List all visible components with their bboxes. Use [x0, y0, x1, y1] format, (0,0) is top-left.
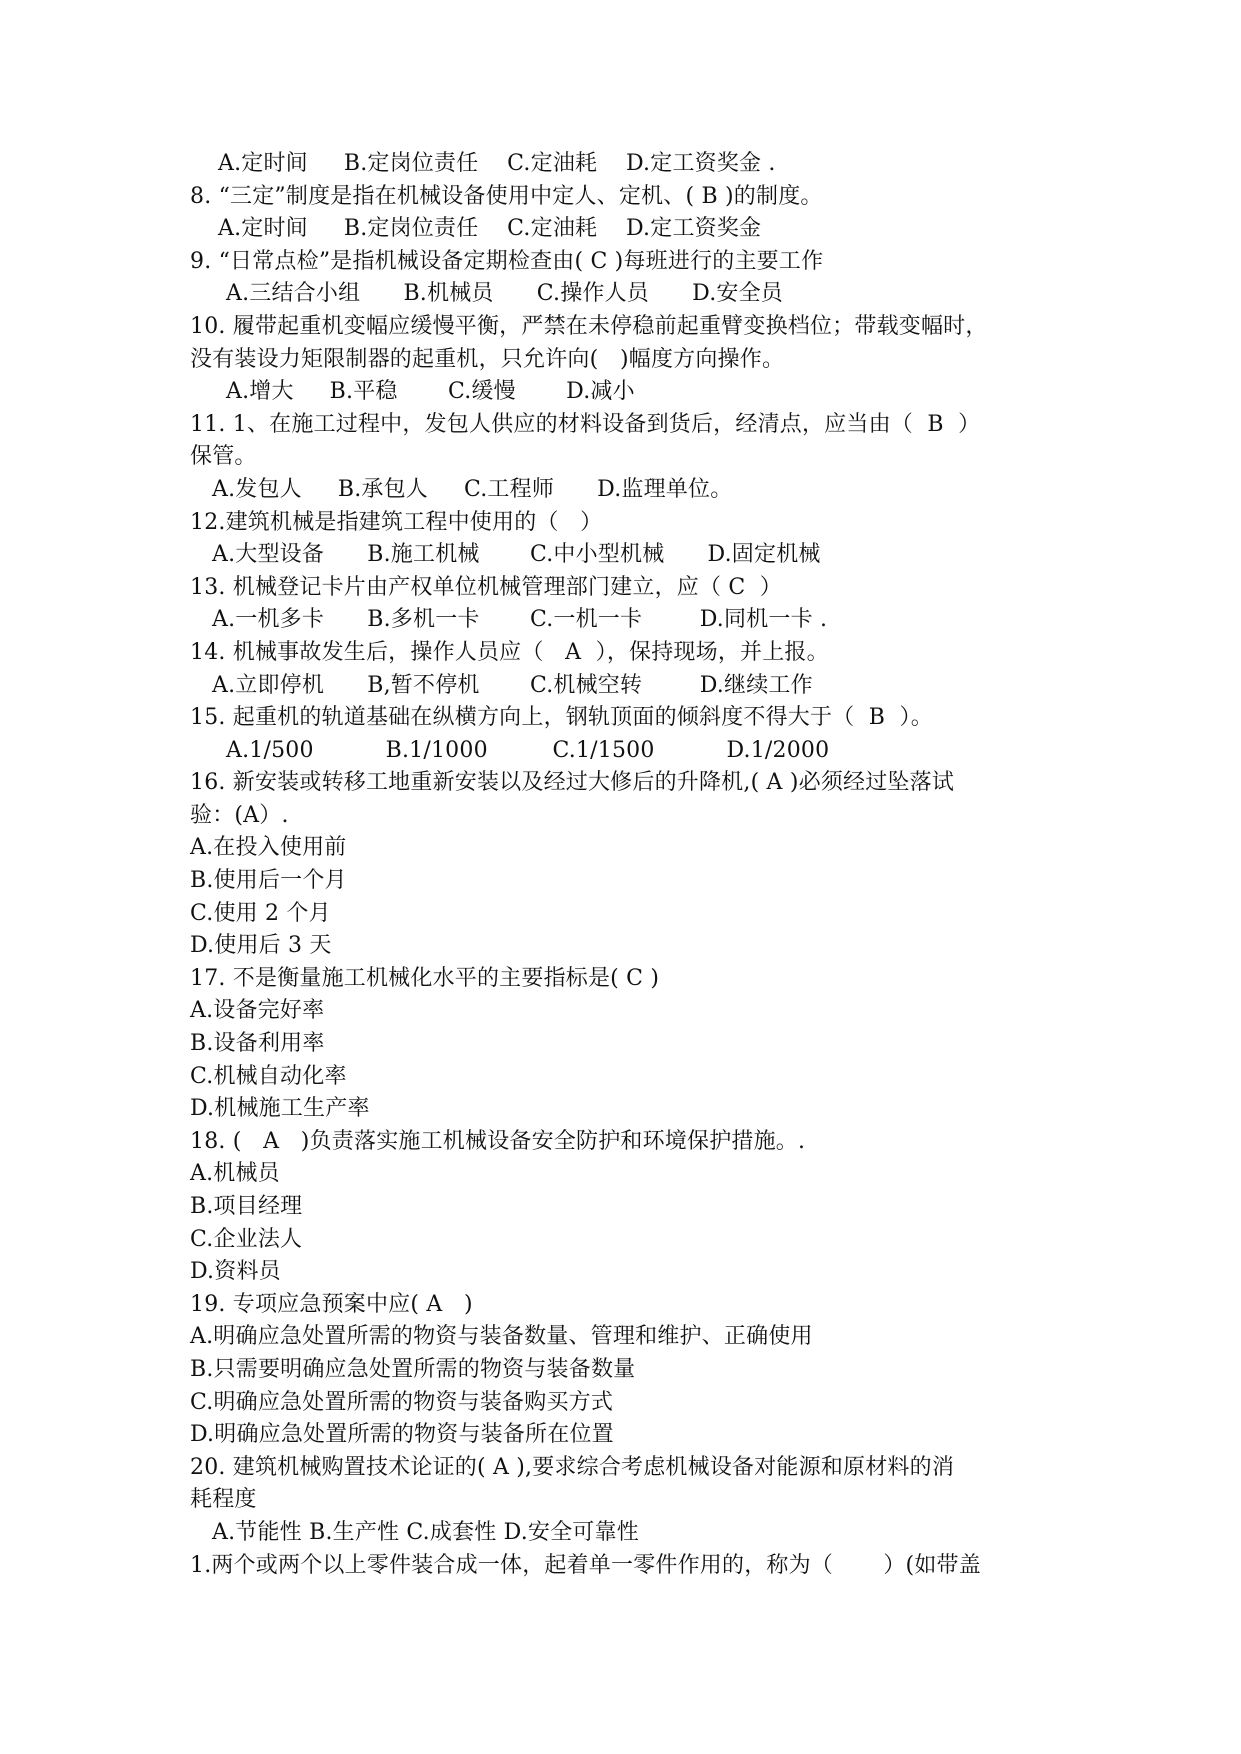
q19-option-c: C.明确应急处置所需的物资与装备购买方式 [190, 1389, 614, 1415]
q12-question: 12.建筑机械是指建筑工程中使用的（ ） [190, 509, 603, 535]
q14-question: 14. 机械事故发生后，操作人员应（ A ），保持现场，并上报。 [190, 639, 829, 665]
q11-question-line2: 保管。 [190, 444, 257, 470]
q9-options: A.三结合小组 B.机械员 C.操作人员 D.安全员 [226, 281, 784, 307]
q18-question: 18. ( A )负责落实施工机械设备安全防护和环境保护措施。. [190, 1128, 806, 1154]
q16-question-line1: 16. 新安装或转移工地重新安装以及经过大修后的升降机,( A )必须经过坠落试 [190, 770, 955, 796]
q16-option-b: B.使用后一个月 [190, 868, 347, 894]
q10-options: A.增大 B.平稳 C.缓慢 D.减小 [226, 379, 635, 405]
q18-option-b: B.项目经理 [190, 1194, 303, 1219]
q9-question: 9. “日常点检”是指机械设备定期检查由( C )每班进行的主要工作 [190, 248, 824, 274]
next-question-line1: 1.两个或两个以上零件装合成一体，起着单一零件作用的，称为（ ）(如带盖 [190, 1552, 981, 1578]
q12-options: A.大型设备 B.施工机械 C.中小型机械 D.固定机械 [212, 542, 821, 568]
q18-option-a: A.机械员 [190, 1161, 280, 1187]
q19-option-b: B.只需要明确应急处置所需的物资与装备数量 [190, 1356, 636, 1382]
q19-option-d: D.明确应急处置所需的物资与装备所在位置 [190, 1422, 614, 1448]
q14-options: A.立即停机 B,暂不停机 C.机械空转 D.继续工作 [212, 672, 813, 698]
q20-question-line2: 耗程度 [190, 1487, 257, 1513]
document-page [190, 148, 1070, 1582]
q13-question: 13. 机械登记卡片由产权单位机械管理部门建立，应（ C ） [190, 574, 782, 600]
q10-question-line1: 10. 履带起重机变幅应缓慢平衡，严禁在未停稳前起重臂变换档位；带载变幅时， [190, 313, 988, 339]
q16-option-d: D.使用后 3 天 [190, 933, 332, 959]
q17-option-a: A.设备完好率 [190, 998, 325, 1024]
q16-option-c: C.使用 2 个月 [190, 900, 331, 926]
q17-option-c: C.机械自动化率 [190, 1063, 347, 1089]
q17-question: 17. 不是衡量施工机械化水平的主要指标是( C ) [190, 965, 660, 991]
q8-question: 8. “三定”制度是指在机械设备使用中定人、定机、( B )的制度。 [190, 183, 823, 209]
q17-option-d: D.机械施工生产率 [190, 1096, 370, 1122]
q18-option-d: D.资料员 [190, 1259, 281, 1285]
q15-options: A.1/500 B.1/1000 C.1/1500 D.1/2000 [226, 737, 830, 763]
q16-question-line2: 验：(A）. [190, 802, 289, 828]
q17-option-b: B.设备利用率 [190, 1031, 325, 1057]
q7-options: A.定时间 B.定岗位责任 C.定油耗 D.定工资奖金 . [218, 151, 776, 176]
q19-question: 19. 专项应急预案中应( A ) [190, 1291, 473, 1317]
q10-question-line2: 没有装设力矩限制器的起重机，只允许向( )幅度方向操作。 [190, 346, 785, 372]
q19-option-a: A.明确应急处置所需的物资与装备数量、管理和维护、正确使用 [190, 1324, 813, 1350]
q16-option-a: A.在投入使用前 [190, 835, 347, 861]
q15-question: 15. 起重机的轨道基础在纵横方向上，钢轨顶面的倾斜度不得大于（ B ）。 [190, 705, 933, 731]
q13-options: A.一机多卡 B.多机一卡 C.一机一卡 D.同机一卡 . [212, 607, 828, 633]
q20-question-line1: 20. 建筑机械购置技术论证的( A ),要求综合考虑机械设备对能源和原材料的消 [190, 1454, 955, 1480]
q8-options: A.定时间 B.定岗位责任 C.定油耗 D.定工资奖金 [218, 216, 762, 242]
q18-option-c: C.企业法人 [190, 1226, 303, 1252]
q11-question-line1: 11. 1、在施工过程中，发包人供应的材料设备到货后，经清点，应当由（ B ） [190, 411, 981, 437]
q11-options: A.发包人 B.承包人 C.工程师 D.监理单位。 [212, 476, 733, 502]
q20-options: A.节能性 B.生产性 C.成套性 D.安全可靠性 [212, 1519, 639, 1545]
